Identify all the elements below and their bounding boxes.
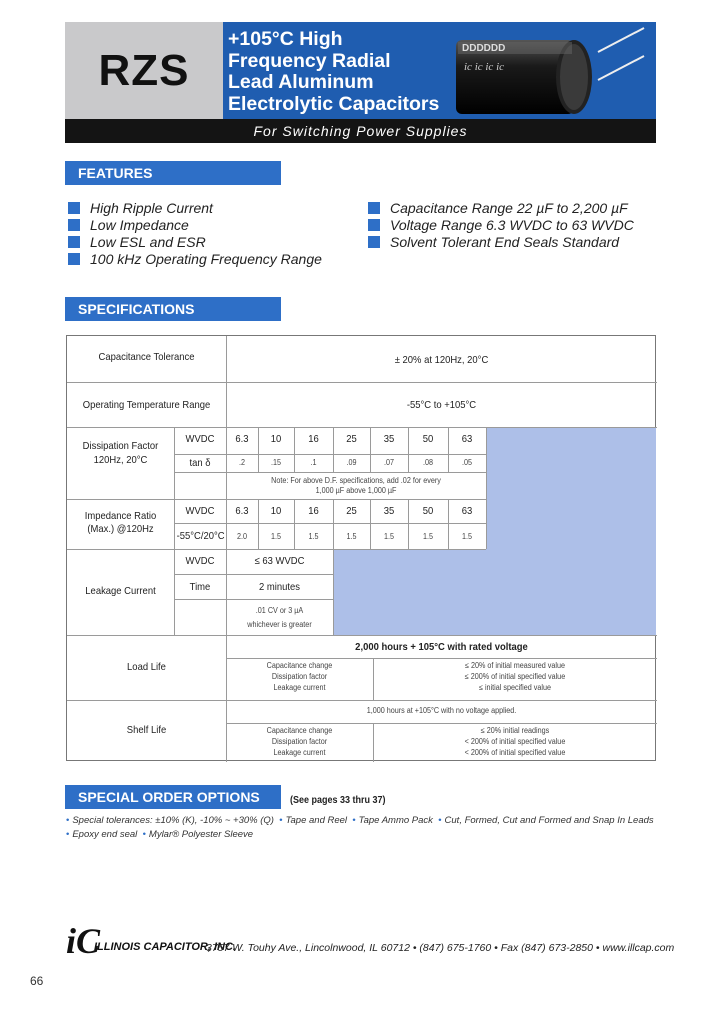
load-life-limit: ≤ 20% of initial measured value <box>464 661 566 670</box>
imp-wvdc-label: WVDC <box>185 505 215 517</box>
title-line: Electrolytic Capacitors <box>228 92 440 115</box>
imp-ratio: 1.5 <box>383 532 395 541</box>
imp-ratio-label: -55°C/20°C <box>176 530 225 542</box>
df-tan-label: tan δ <box>189 457 211 469</box>
impedance-label: (Max.) @120Hz <box>87 523 154 535</box>
bullet-dot-icon: • <box>352 815 356 826</box>
df-wvdc-label: WVDC <box>185 433 215 445</box>
leak-time-value: 2 minutes <box>259 581 300 593</box>
df-wvdc: 35 <box>383 433 395 445</box>
feature-item: 100 kHz Operating Frequency Range <box>68 251 322 267</box>
feature-item: Low Impedance <box>68 217 189 233</box>
imp-wvdc: 63 <box>461 505 473 517</box>
df-tan: .07 <box>383 458 395 467</box>
feature-item: Solvent Tolerant End Seals Standard <box>368 234 619 250</box>
bullet-dot-icon: • <box>142 829 146 840</box>
leak-formula: whichever is greater <box>247 620 312 629</box>
bullet-dot-icon: • <box>438 815 442 826</box>
impedance-label: Impedance Ratio <box>84 510 157 522</box>
load-life-condition: 2,000 hours + 105°C with rated voltage <box>355 641 528 653</box>
svg-text:DDDDDD: DDDDDD <box>462 43 506 54</box>
specifications-heading: SPECIFICATIONS <box>65 297 281 321</box>
df-tan: .2 <box>238 458 245 467</box>
imp-wvdc: 10 <box>270 505 282 517</box>
imp-wvdc: 35 <box>383 505 395 517</box>
load-life-param: Dissipation factor <box>271 672 328 681</box>
table-fill <box>486 427 656 549</box>
df-label: Dissipation Factor <box>82 440 159 452</box>
bullet-dot-icon: • <box>66 829 70 840</box>
imp-ratio: 1.5 <box>461 532 473 541</box>
series-code: RZS <box>98 45 190 95</box>
imp-ratio: 1.5 <box>308 532 319 541</box>
leak-time-label: Time <box>189 581 211 593</box>
bullet-dot-icon: • <box>279 815 283 826</box>
title-line: +105°C High <box>228 28 343 50</box>
df-tan: .09 <box>346 458 357 467</box>
shelf-life-limit: ≤ 20% initial readings <box>480 726 550 735</box>
svg-text:ic ic ic ic: ic ic ic ic <box>464 61 505 73</box>
cap-tolerance-value: ± 20% at 120Hz, 20°C <box>394 354 489 366</box>
df-tan: .1 <box>310 458 317 467</box>
leak-wvdc-label: WVDC <box>185 555 215 567</box>
df-label: 120Hz, 20°C <box>93 454 148 466</box>
load-life-param: Capacitance change <box>266 661 333 670</box>
temp-range-value: -55°C to +105°C <box>406 399 477 411</box>
load-life-limit: ≤ initial specified value <box>479 683 551 692</box>
title-line: Lead Aluminum <box>228 71 374 93</box>
leak-formula: .01 CV or 3 µA <box>255 606 304 615</box>
shelf-life-condition: 1,000 hours at +105°C with no voltage applied. <box>366 706 517 715</box>
df-tan: .15 <box>270 458 282 467</box>
imp-ratio: 1.5 <box>270 532 282 541</box>
series-code-box <box>65 22 223 119</box>
df-wvdc: 25 <box>346 433 357 445</box>
imp-wvdc: 25 <box>346 505 357 517</box>
specifications-table <box>66 335 656 761</box>
load-life-param: Leakage current <box>273 683 326 692</box>
bullet-square-icon <box>68 219 80 231</box>
imp-wvdc: 16 <box>308 505 319 517</box>
bullet-square-icon <box>368 219 380 231</box>
illinois-capacitor-logo <box>66 917 236 961</box>
special-order-line: • Special tolerances: ±10% (K), -10% ~ +30% (Q) • Tape and Reel • Tape Ammo Pack • Cut, Formed, Cut and Formed and Snap In Leads <box>66 815 654 826</box>
temp-range-label: Operating Temperature Range <box>82 399 211 411</box>
bullet-square-icon <box>368 202 380 214</box>
page-number: 66 <box>30 974 44 988</box>
feature-item: High Ripple Current <box>68 200 213 216</box>
imp-ratio: 1.5 <box>346 532 357 541</box>
title-line: Frequency Radial <box>228 49 391 72</box>
shelf-life-limit: < 200% of initial specified value <box>464 737 566 746</box>
capacitor-product-image <box>448 30 648 116</box>
df-wvdc: 10 <box>270 433 282 445</box>
load-life-label: Load Life <box>127 661 166 673</box>
imp-ratio: 2.0 <box>236 532 248 541</box>
df-tan: .05 <box>461 458 473 467</box>
bullet-square-icon <box>68 253 80 265</box>
feature-item: Capacitance Range 22 µF to 2,200 µF <box>368 200 628 216</box>
df-wvdc: 16 <box>308 433 319 445</box>
subtitle-bar <box>65 119 656 143</box>
shelf-life-param: Leakage current <box>273 748 326 757</box>
footer-address: 3757 W. Touhy Ave., Lincolnwood, IL 60712 • (847) 675-1760 • Fax (847) 673-2850 • www.illcap.com <box>206 942 675 954</box>
shelf-life-param: Dissipation factor <box>271 737 328 746</box>
feature-item: Low ESL and ESR <box>68 234 206 250</box>
imp-ratio: 1.5 <box>422 532 434 541</box>
bullet-square-icon <box>68 236 80 248</box>
svg-text:iC: iC <box>66 921 101 961</box>
df-wvdc: 6.3 <box>235 433 249 445</box>
df-wvdc: 50 <box>422 433 434 445</box>
special-order-heading: SPECIAL ORDER OPTIONS <box>65 785 281 809</box>
shelf-life-param: Capacitance change <box>266 726 333 735</box>
shelf-life-limit: < 200% of initial specified value <box>464 748 566 757</box>
cap-tolerance-label: Capacitance Tolerance <box>98 351 195 363</box>
df-note: Note: For above D.F. specifications, add .02 for every <box>271 476 441 485</box>
leakage-label: Leakage Current <box>85 585 156 597</box>
df-tan: .08 <box>422 458 434 467</box>
df-note: 1,000 µF above 1,000 µF <box>315 486 397 495</box>
imp-wvdc: 6.3 <box>235 505 249 517</box>
special-order-note: (See pages 33 thru 37) <box>290 795 386 806</box>
bullet-square-icon <box>368 236 380 248</box>
bullet-square-icon <box>68 202 80 214</box>
product-title <box>228 29 458 115</box>
load-life-limit: ≤ 200% of initial specified value <box>464 672 566 681</box>
feature-item: Voltage Range 6.3 WVDC to 63 WVDC <box>368 217 634 233</box>
table-fill <box>333 549 656 635</box>
imp-wvdc: 50 <box>422 505 434 517</box>
df-wvdc: 63 <box>461 433 473 445</box>
shelf-life-label: Shelf Life <box>126 724 167 736</box>
subtitle: For Switching Power Supplies <box>253 123 468 139</box>
leak-wvdc-value: ≤ 63 WVDC <box>254 555 305 567</box>
svg-text:ILLINOIS CAPACITOR, INC.: ILLINOIS CAPACITOR, INC. <box>94 941 236 953</box>
bullet-dot-icon: • <box>66 815 70 826</box>
special-order-line: • Epoxy end seal • Mylar® Polyester Sleeve <box>66 829 254 840</box>
features-heading: FEATURES <box>65 161 281 185</box>
